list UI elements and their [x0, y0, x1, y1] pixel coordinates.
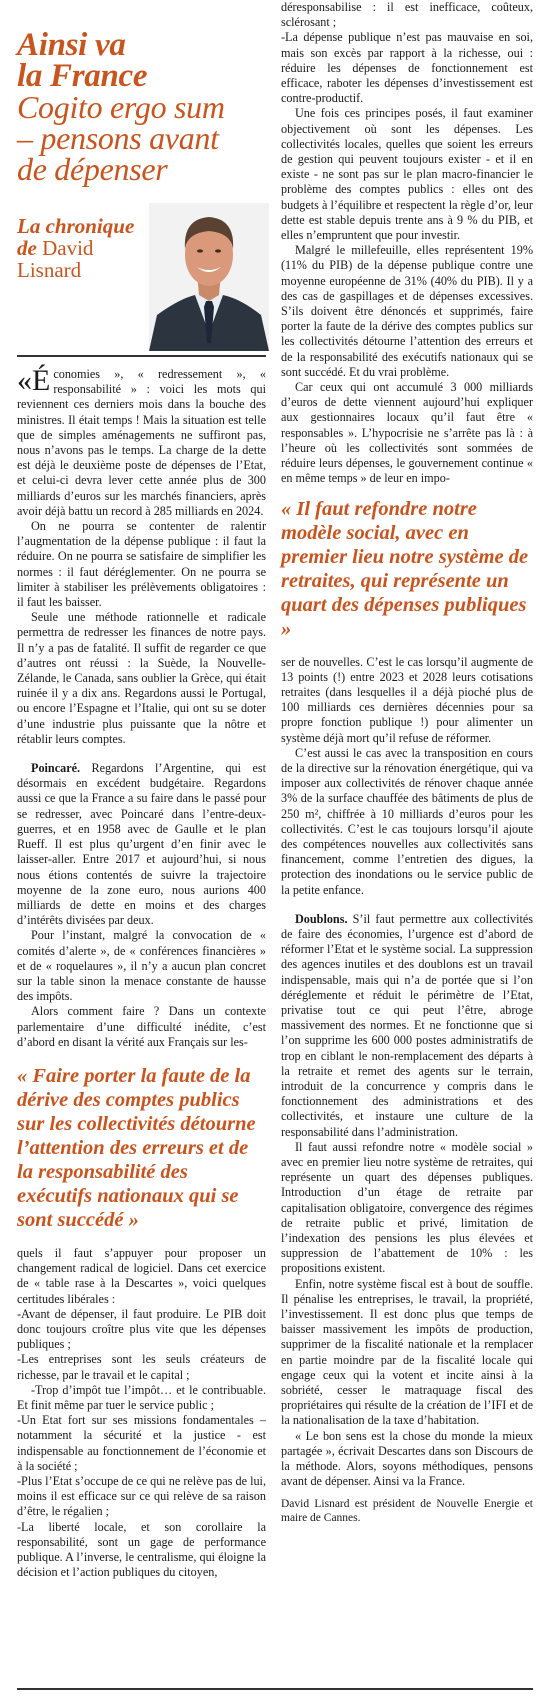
- list-item: -Les entreprises sont les seuls créateurs de richesse, par le travail et le capital ;: [17, 1352, 266, 1382]
- title-line-1: Ainsi va: [17, 27, 126, 63]
- paragraph: C’est aussi le cas avec la transposition en cours de la directive sur la rénovation énergétique, qui va imposer aux collectivités de rénover chaque année 3% de la surface chauffée des bâtiments de plus de 250 m², chiffrée à 10 milliards d’euros pour les collectivités. C’est le cas toujours lorsqu’il ajoute des compétences nouvelles aux collectivités sans financement, comme l’entretien des digues, la protection des inondations ou le service public de la petite enfance.: [281, 745, 533, 897]
- paragraph: Car ceux qui ont accumulé 3 000 milliards d’euros de dette viennent aujourd’hui expliquer aux gestionnaires locaux qu’il faut être « responsables ». L’hypocrisie ne s’arrête pas là : à l’heure où les collectivités sont sommées de réduire leurs dépenses, le gouvernement continue « en même temps » de leur en impo-: [281, 380, 533, 486]
- list-item: -Un Etat fort sur ses missions fondamentales – notamment la sécurité et la justice - est indispensable au fonctionnement de l’économie et à la société ;: [17, 1413, 266, 1473]
- subtitle-line-3: de dépenser: [17, 151, 168, 187]
- paragraph-intro-text: conomies », « redressement », « responsabilité » : voici les mots qui reviennent ces derniers mois dans la bouche des ministres. Il était temps ! Mais la situation est telle que de simples aménagements ne suffiront pas, nous n’avons pas le temps. La charge de la dette est déjà le deuxième poste de dépenses de l’Etat, et celui-ci devra lever cette année plus de 300 milliards d’euros sur les marchés financiers, après avoir déjà battu un record à 285 milliards en 2024.: [17, 367, 266, 518]
- paragraph: Il faut aussi refondre notre « modèle social » avec en premier lieu notre système de retraites, qui représente un quart des dépenses publiques. Introduction d’un étage de retraite par capitalisation obligatoire, convergence des régimes de retraite public et privé, limitation de l’indexation des pensions les plus élevées et suppression de l’abattement de 10% : les propositions existent.: [281, 1139, 533, 1276]
- pull-quote-right: « Il faut refondre notre modèle social, avec en premier lieu notre système de retraites, qui représente un quart des dépenses publiques »: [281, 497, 529, 640]
- list-item: -Avant de dépenser, il faut produire. Le PIB doit donc toujours croître plus vite que les dépenses publiques ;: [17, 1306, 266, 1352]
- paragraph-text: S’il faut permettre aux collectivités de faire des économies, l’urgence est d’abord de réformer l’Etat et le système social. La suppression des agences inutiles et des doublons est un travail indispensable, mais qui n’a de portée que si l’on déréglemente et réduit le périmètre de l’Etat, privatise tout ce qui peut l’être, abroge massivement des normes. Et ne fonctionne que si l’on supprime les 600 000 postes administratifs de trop en ciblant le non-remplacement des départs à la retraite et remet des agents sur le terrain, introduit de la concurrence y compris dans le fonctionnement des administrations et des collectivités, et instaure une culture de la responsabilité dans l’administration.: [281, 911, 533, 1139]
- section-lead-doublons: Doublons.: [295, 911, 348, 926]
- article-title: [17, 27, 266, 187]
- chronicle-header: [17, 209, 266, 355]
- drop-cap: «É: [17, 364, 51, 397]
- subtitle-line-1: Cogito ergo sum: [17, 89, 225, 125]
- right-column: [281, 0, 533, 1525]
- pull-quote-left: « Faire porter la faute de la dérive des comptes publics sur les collectivités détourne l’attention des erreurs et de la responsabilité des exécutifs nationaux qui se sont succédé »: [17, 1064, 256, 1231]
- paragraph: Pour l’instant, malgré la convocation de « comités d’alerte », de « conférences financières » et de « roquelaures », il n’y a aucun plan concret sur la table sinon la menace constante de hausse des impôts.: [17, 928, 266, 1004]
- paragraph-doublons: [281, 912, 533, 1140]
- author-first-name: David: [42, 236, 94, 260]
- author-portrait-image: [149, 203, 269, 351]
- list-item: -La liberté locale, et son corollaire la responsabilité, sont un gage de performance publique. A l’inverse, le centralisme, qui éloigne la décision et l’action publiques du citoyen,: [17, 1519, 266, 1580]
- bottom-divider: [17, 1688, 533, 1690]
- paragraph: quels il faut s’appuyer pour proposer un changement radical de logiciel. Dans cet exercice de « table rase à la Descartes », voici quelques certitudes libérales :: [17, 1245, 266, 1306]
- paragraph: ser de nouvelles. C’est le cas lorsqu’il augmente de 13 points (!) entre 2023 et 2028 leurs cotisations retraites (dans lesquelles il a déjà pioché plus de 100 milliards ces dernières décennies pour sa propre fonction publique !) pour alimenter un système déjà mort qu’il refuse de réformer.: [281, 654, 533, 745]
- title-line-2: la France: [17, 58, 148, 94]
- author-bio: David Lisnard est président de Nouvelle Energie et maire de Cannes.: [281, 1498, 533, 1525]
- paragraph-intro: [17, 364, 266, 519]
- list-item: -Plus l’Etat s’occupe de ce qui ne relève pas de lui, moins il est efficace sur ce qui relève de sa raison d’être, le régalien ;: [17, 1473, 266, 1519]
- subtitle-line-2: – pensons avant: [17, 120, 219, 156]
- paragraph: Malgré le millefeuille, elles représentent 19% (11% du PIB) de la dépense publique contre une moyenne européenne de 31% (40% du PIB). Il y a des cas de gaspillages et de dépenses excessives. S’ils doivent être dénoncés et supprimés, faire porter la faute de la dérive des comptes publics sur les collectivités détourne l’attention des erreurs et de la responsabilité des exécutifs nationaux qui se sont succédé. Et du vrai problème.: [281, 243, 533, 379]
- chronicle-label-part1: La chronique: [17, 214, 135, 238]
- chronicle-label: [17, 215, 134, 281]
- list-item: -La dépense publique n’est pas mauvaise en soi, mais son excès par rapport à la richesse, oui : réduire les dépenses de fonctionnement est efficace, raboter les dépenses d’investissement est contre-productif.: [281, 30, 533, 106]
- author-last-name: Lisnard: [17, 258, 82, 282]
- paragraph: On ne pourra se contenter de ralentir l’augmentation de la dépense publique : il faut la réduire. On ne pourra se satisfaire de simplifier les normes : il faut déréglementer. On ne pourra se limiter à stabiliser les prélèvements obligatoires : il faut les baisser.: [17, 519, 266, 610]
- paragraph: Seule une méthode rationnelle et radicale permettra de redresser les finances de notre pays. Il n’y a pas de fatalité. Il suffit de regarder ce que d’autres ont réussi : la Suède, la Nouvelle-Zélande, le Canada, sans oublier la Grèce, qui était ruinée il y a dix ans. Regardons aussi le Portugal, ou encore l’Espagne et l’Italie, qui ont su se doter d’une industrie plus puissante que la nôtre et rétablir leurs comptes.: [17, 610, 266, 746]
- chronicle-label-part2: de: [17, 236, 37, 260]
- paragraph-poincare: [17, 761, 266, 928]
- paragraph: Une fois ces principes posés, il faut examiner objectivement où sont les dépenses. Les collectivités locales, quelles que soient les erreurs de gestion qui peuvent toujours exister - et il en existe - ne sont pas sur le plan macro-financier le problème des comptes publics : elles ont des budgets à l’équilibre et respectent la règle d’or, leur dette est stable depuis trente ans à 9 % du PIB, et elles n’empruntent que pour investir.: [281, 106, 533, 243]
- header-divider: [17, 355, 266, 357]
- paragraph: Alors comment faire ? Dans un contexte parlementaire d’une difficulté inédite, c’est d’abord en disant la vérité aux Français sur les-: [17, 1004, 266, 1049]
- list-item: -Trop d’impôt tue l’impôt… et le contribuable. Et finit même par tuer le service public ;: [17, 1382, 266, 1412]
- paragraph: déresponsabilise : il est inefficace, coûteux, sclérosant ;: [281, 0, 533, 30]
- paragraph: Enfin, notre système fiscal est à bout de souffle. Il pénalise les entreprises, le travail, la propriété, l’investissement. Il est donc plus que temps de baisser massivement les impôts de production, supprimer de la fiscalité nationale et la remplacer en partie moindre par de la fiscalité locale qui engage ceux qui la votent et incite ainsi à la sobriété, cesser le matraquage fiscal des propriétaires qui résulte de la création de l’IFI et de la nationalisation de la taxe d’habitation.: [281, 1276, 533, 1428]
- left-column: [17, 0, 266, 1580]
- section-lead-poincare: Poincaré.: [31, 761, 81, 776]
- paragraph: « Le bon sens est la chose du monde la mieux partagée », écrivait Descartes dans son Discours de la méthode. Alors, soyons méthodiques, pensons avant de dépenser. Ainsi va la France.: [281, 1428, 533, 1489]
- author-portrait: [149, 203, 269, 351]
- article-body-left: [17, 364, 266, 1580]
- paragraph-text: Regardons l’Argentine, qui est désormais en excédent budgétaire. Regardons aussi ce que la France a su faire dans le passé pour se redresser, avec Poincaré dans l’entre-deux-guerres, et en 1958 avec de Gaulle et le plan Rueff. Il est plus qu’urgent d’en finir avec le laisser-aller. Entre 2017 et aujourd’hui, si nous nous étions contentés de suivre la trajectoire moyenne de la zone euro, nous aurions 400 milliards de dette en moins et des charges d’intérêts divisées par deux.: [17, 761, 266, 928]
